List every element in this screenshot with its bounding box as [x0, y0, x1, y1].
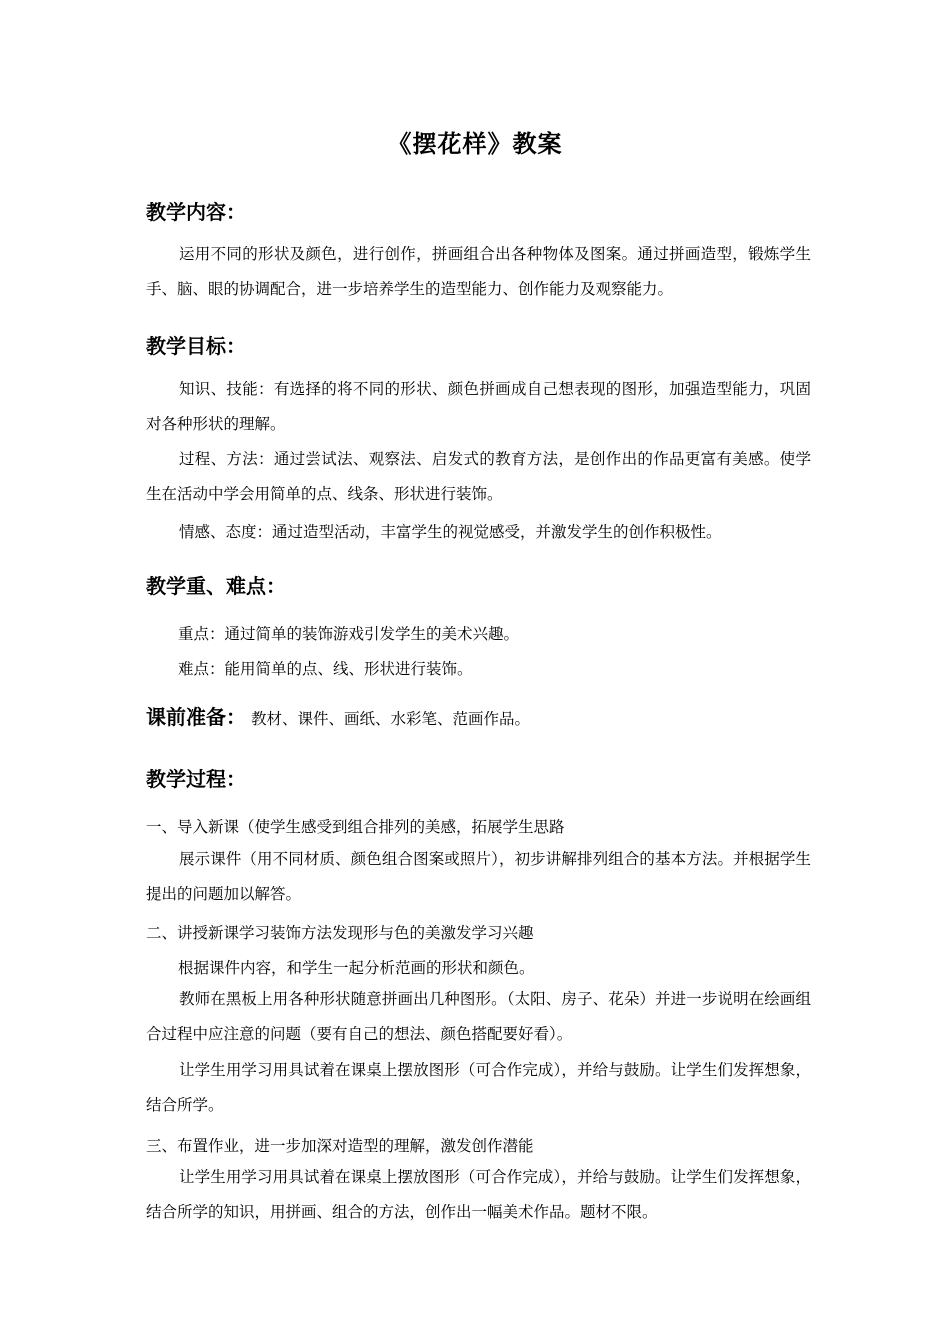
- step-3-text: 让学生用学习用具试着在课桌上摆放图形（可合作完成），并给与鼓励。让学生们发挥想象，结合所学的知识，用拼画、组合的方法，创作出一幅美术作品。题材不限。: [146, 1168, 811, 1221]
- step-1-text: 展示课件（用不同材质、颜色组合图案或照片），初步讲解排列组合的基本方法。并根据学生提出的问题加以解答。: [146, 850, 811, 903]
- step-2-text-3: 让学生用学习用具试着在课桌上摆放图形（可合作完成），并给与鼓励。让学生们发挥想象，结合所学。: [146, 1061, 811, 1114]
- preparation-line: [146, 701, 816, 730]
- goal-emotion: 情感、态度：通过造型活动，丰富学生的视觉感受，并激发学生的创作积极性。: [179, 523, 722, 541]
- step-2-text-2: 教师在黑板上用各种形状随意拼画出几种图形。（太阳、房子、花朵）并进一步说明在绘画组合过程中应注意的问题（要有自己的想法、颜色搭配要好看）。: [146, 990, 811, 1043]
- goal-knowledge: 知识、技能：有选择的将不同的形状、颜色拼画成自己想表现的图形，加强造型能力，巩固对各种形状的理解。: [146, 380, 811, 433]
- step-3-title: 三、布置作业，进一步加深对造型的理解，激发创作潜能: [146, 1137, 534, 1155]
- preparation-label: 课前准备：: [146, 705, 246, 729]
- preparation-text: 教材、课件、画纸、水彩笔、范画作品。: [250, 710, 530, 728]
- key-points-heading: 教学重、难点：: [146, 574, 286, 598]
- goals-heading: 教学目标：: [146, 334, 246, 358]
- document-title: 《摆花样》教案: [387, 130, 563, 158]
- key-point: 重点：通过简单的装饰游戏引发学生的美术兴趣。: [178, 625, 520, 643]
- step-1-title: 一、导入新课（使学生感受到组合排列的美感，拓展学生思路: [146, 818, 565, 836]
- difficult-point: 难点：能用简单的点、线、形状进行装饰。: [178, 660, 473, 678]
- goal-process: 过程、方法：通过尝试法、观察法、启发式的教育方法，是创作出的作品更富有美感。使学生在活动中学会用简单的点、线条、形状进行装饰。: [146, 450, 811, 503]
- step-2-title: 二、讲授新课学习装饰方法发现形与色的美激发学习兴趣: [146, 924, 534, 942]
- process-heading: 教学过程：: [146, 767, 246, 791]
- content-heading: 教学内容：: [146, 200, 246, 224]
- step-2-text-1: 根据课件内容，和学生一起分析范画的形状和颜色。: [178, 959, 535, 977]
- content-paragraph: 运用不同的形状及颜色，进行创作，拼画组合出各种物体及图案。通过拼画造型，锻炼学生手、脑、眼的协调配合，进一步培养学生的造型能力、创作能力及观察能力。: [146, 245, 811, 298]
